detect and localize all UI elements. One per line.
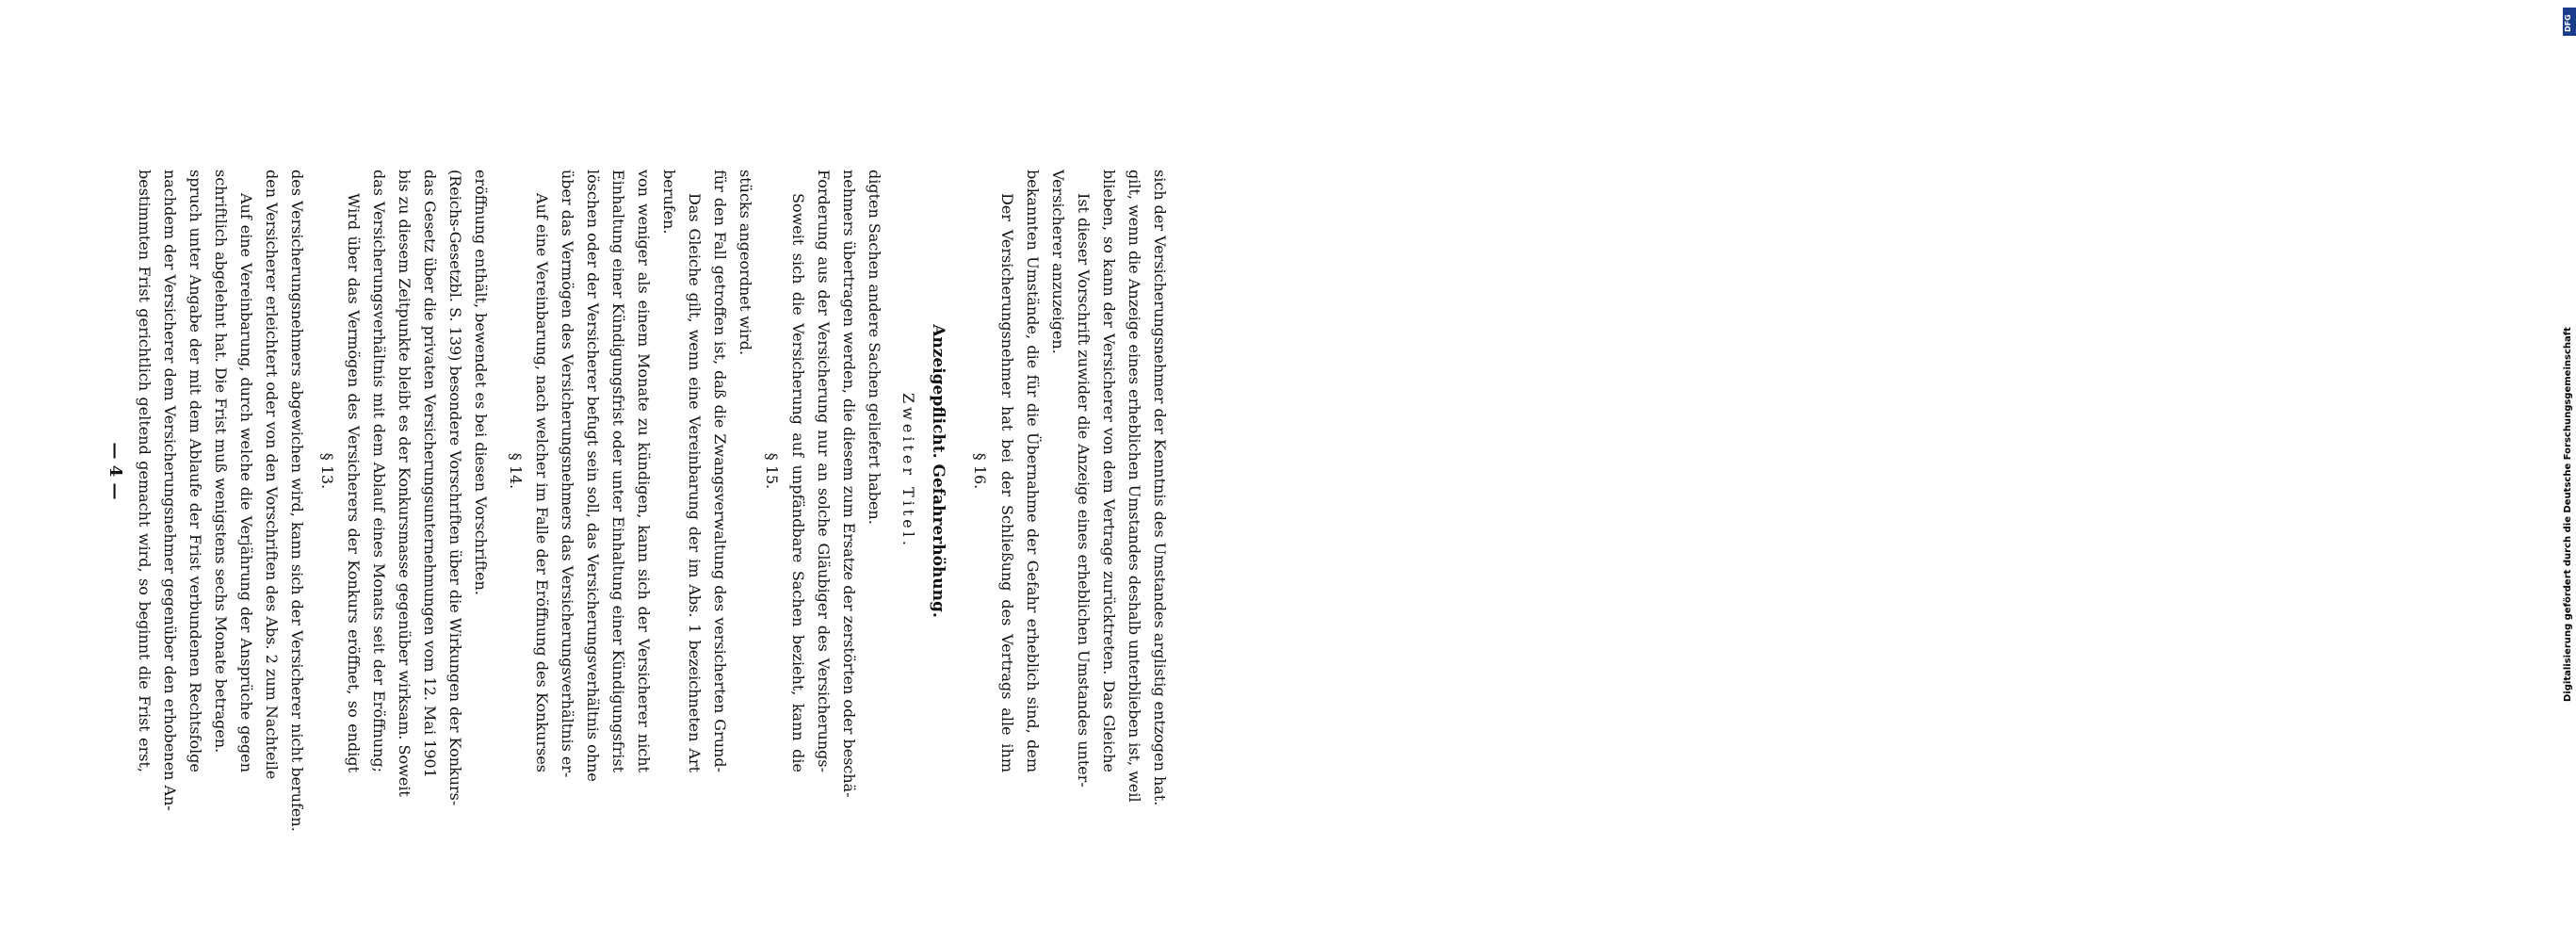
- text-line: das Gesetz über die privaten Versicherungsunternehmungen vom 12. Mai 1901: [421, 170, 439, 778]
- text-line: sich der Versicherungsnehmer der Kenntnis des Umstandes arglistig entzogen hat.: [1151, 170, 1169, 806]
- text-line: Versicherer anzuzeigen.: [1049, 170, 1067, 354]
- text-line: für den Fall getroffen ist, daß die Zwangsverwaltung des versicherten Grund-: [711, 170, 729, 772]
- dfg-logo-text: DFG: [2564, 14, 2572, 32]
- text-line: Soweit sich die Versicherung auf unpfändbare Sachen bezieht, kann die: [789, 193, 807, 772]
- text-line: spruch unter Angabe der mit dem Ablaufe der Frist verbundenen Rechtsfolge: [186, 170, 204, 772]
- text-line: bestimmten Frist gerichtlich geltend gemacht wird, so beginnt die Frist erst,: [136, 170, 154, 772]
- text-line: von weniger als einem Monate zu kündigen, kann sich der Versicherer nicht: [635, 170, 653, 772]
- text-line: bis zu diesem Zeitpunkte bleibt es der Konkursmasse gegenüber wirksam. Soweit: [396, 170, 413, 797]
- text-line: eröffnung enthält, bewendet es bei diesen Vorschriften.: [472, 170, 490, 595]
- text-line: löschen oder der Versicherer befugt sein soll, das Versicherungsverhältnis ohne: [584, 170, 602, 782]
- section-heading: § 13.: [318, 452, 336, 490]
- section-heading: § 16.: [971, 452, 989, 490]
- text-line: berufen.: [660, 170, 678, 235]
- title-heading: Zweiter Titel.: [899, 393, 917, 549]
- page-number-rotated: — 4 —: [105, 442, 125, 500]
- text-line: Das Gleiche gilt, wenn eine Vereinbarung der im Abs. 1 bezeichneten Art: [686, 193, 704, 772]
- text-line: digten Sachen andere Sachen geliefert haben.: [866, 170, 883, 525]
- dfg-logo: [2563, 8, 2576, 36]
- text-line: Ist dieser Vorschrift zuwider die Anzeige eines erheblichen Umstandes unter-: [1075, 193, 1093, 788]
- title-subheading: Anzeigepflicht. Gefahrerhöhung.: [929, 324, 948, 618]
- text-line: gilt, wenn die Anzeige eines erheblichen Umstandes deshalb unterblieben ist, weil: [1126, 170, 1143, 803]
- text-line: den Versicherer erleichtert oder von den Vorschriften des Abs. 2 zum Nachteile: [263, 170, 281, 780]
- text-line: über das Vermögen des Versicherungsnehmers das Versicherungsverhältnis er-: [559, 170, 576, 778]
- text-line: Der Versicherungsnehmer hat bei der Schließung des Vertrags alle ihm: [998, 193, 1016, 772]
- text-line: Auf eine Vereinbarung, nach welcher im Falle der Eröffnung des Konkurses: [533, 193, 551, 772]
- text-line: Einhaltung einer Kündigungsfrist oder unter Einhaltung einer Kündigungsfrist: [609, 170, 627, 772]
- text-line: Forderung aus der Versicherung nur an solche Gläubiger des Versicherungs-: [815, 170, 833, 772]
- text-line: schriftlich abgelehnt hat. Die Frist muß wenigstens sechs Monate betragen.: [212, 170, 230, 754]
- text-line: nachdem der Versicherer dem Versicherungsnehmer gegenüber den erhobenen An-: [161, 170, 179, 811]
- text-line: Wird über das Vermögen des Versicherers der Konkurs eröffnet, so endigt: [345, 193, 363, 772]
- text-line: (Reichs-Gesetzbl. S. 139) besondere Vorschriften über die Wirkungen der Konkurs-: [446, 170, 464, 806]
- credit-text: Digitalisierung gefördert durch die Deutsche Forschungsgemeinschaft: [2563, 327, 2573, 702]
- text-line: nehmers übertragen werden, die diesem zum Ersatze der zerstörten oder beschä-: [840, 170, 858, 798]
- text-line: blieben, so kann der Versicherer von dem Vertrage zurücktreten. Das Gleiche: [1100, 170, 1118, 772]
- text-line: stücks angeordnet wird.: [737, 170, 754, 356]
- credit-strip: [1274, 0, 2573, 942]
- text-line: des Versicherungsnehmers abgewichen wird, kann sich der Versicherer nicht berufen.: [288, 170, 306, 832]
- text-line: Auf eine Vereinbarung, durch welche die Verjährung der Ansprüche gegen: [237, 193, 255, 772]
- section-heading: § 15.: [763, 452, 781, 490]
- text-line: das Versicherungsverhältnis mit dem Ablauf eines Monats seit der Eröffnung;: [370, 170, 388, 772]
- text-line: bekannten Umstände, die für die Übernahme der Gefahr erheblich sind, dem: [1024, 170, 1042, 772]
- section-heading: § 14.: [507, 452, 525, 490]
